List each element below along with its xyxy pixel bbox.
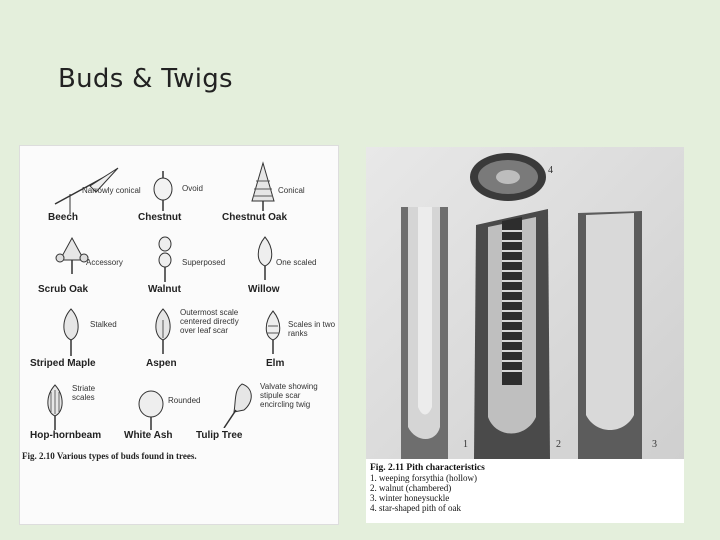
pith-cross-sections bbox=[366, 147, 684, 459]
species-label: White Ash bbox=[124, 430, 173, 441]
white-ash-bud-drawing bbox=[134, 382, 168, 430]
hop-hornbeam-bud-drawing bbox=[40, 382, 70, 430]
caption-title: Fig. 2.11 Pith characteristics bbox=[370, 463, 485, 473]
photo-number: 2 bbox=[556, 439, 561, 450]
bud-descriptor: Conical bbox=[278, 186, 305, 195]
willow-bud-drawing bbox=[252, 234, 278, 280]
bud-descriptor: Scales in two ranks bbox=[288, 320, 336, 338]
caption-item: 3. winter honeysuckle bbox=[370, 493, 450, 503]
caption-item: 1. weeping forsythia (hollow) bbox=[370, 473, 477, 483]
species-label: Aspen bbox=[146, 358, 177, 369]
species-label: Beech bbox=[48, 212, 79, 223]
bud-descriptor: Striate scales bbox=[72, 384, 96, 402]
bud-descriptor: Stalked bbox=[90, 320, 117, 329]
bud-descriptor: Valvate showing stipule scar encircling twig bbox=[260, 382, 318, 409]
species-label: Striped Maple bbox=[30, 358, 96, 369]
photo-number: 4 bbox=[548, 165, 553, 176]
elm-bud-drawing bbox=[260, 308, 286, 354]
pith-photograph bbox=[366, 147, 684, 459]
species-label: Chestnut Oak bbox=[222, 212, 288, 223]
striped-maple-bud-drawing bbox=[56, 306, 86, 356]
walnut-bud-drawing bbox=[150, 234, 180, 282]
species-label: Walnut bbox=[148, 284, 181, 295]
caption-item: 4. star-shaped pith of oak bbox=[370, 503, 462, 513]
species-label: Chestnut bbox=[138, 212, 182, 223]
bud-types-figure bbox=[19, 145, 339, 525]
bud-descriptor: One scaled bbox=[276, 258, 317, 267]
species-label: Elm bbox=[266, 358, 285, 369]
photo-number: 1 bbox=[463, 439, 468, 450]
species-label: Hop-hornbeam bbox=[30, 430, 102, 441]
bud-descriptor: Narrowly conical bbox=[82, 186, 141, 195]
photo-number: 3 bbox=[652, 439, 657, 450]
chestnut-oak-bud-drawing bbox=[248, 161, 278, 211]
scrub-oak-bud-drawing bbox=[54, 234, 90, 274]
species-label: Scrub Oak bbox=[38, 284, 89, 295]
species-label: Willow bbox=[248, 284, 280, 295]
bud-descriptor: Outermost scale centered directly over leaf scar bbox=[180, 308, 239, 335]
bud-descriptor: Superposed bbox=[182, 258, 226, 267]
caption-item: 2. walnut (chambered) bbox=[370, 483, 452, 493]
bud-descriptor: Rounded bbox=[168, 396, 201, 405]
figure-caption: Fig. 2.10 Various types of buds found in trees. bbox=[22, 451, 197, 461]
aspen-bud-drawing bbox=[148, 306, 178, 354]
bud-descriptor: Accessory bbox=[86, 258, 123, 267]
chestnut-bud-drawing bbox=[148, 161, 178, 211]
species-label: Tulip Tree bbox=[196, 430, 243, 441]
pith-figure bbox=[366, 147, 684, 523]
bud-descriptor: Ovoid bbox=[182, 184, 203, 193]
tulip-tree-bud-drawing bbox=[214, 378, 264, 428]
figure-caption bbox=[370, 463, 485, 513]
slide-title: Buds & Twigs bbox=[58, 64, 233, 94]
